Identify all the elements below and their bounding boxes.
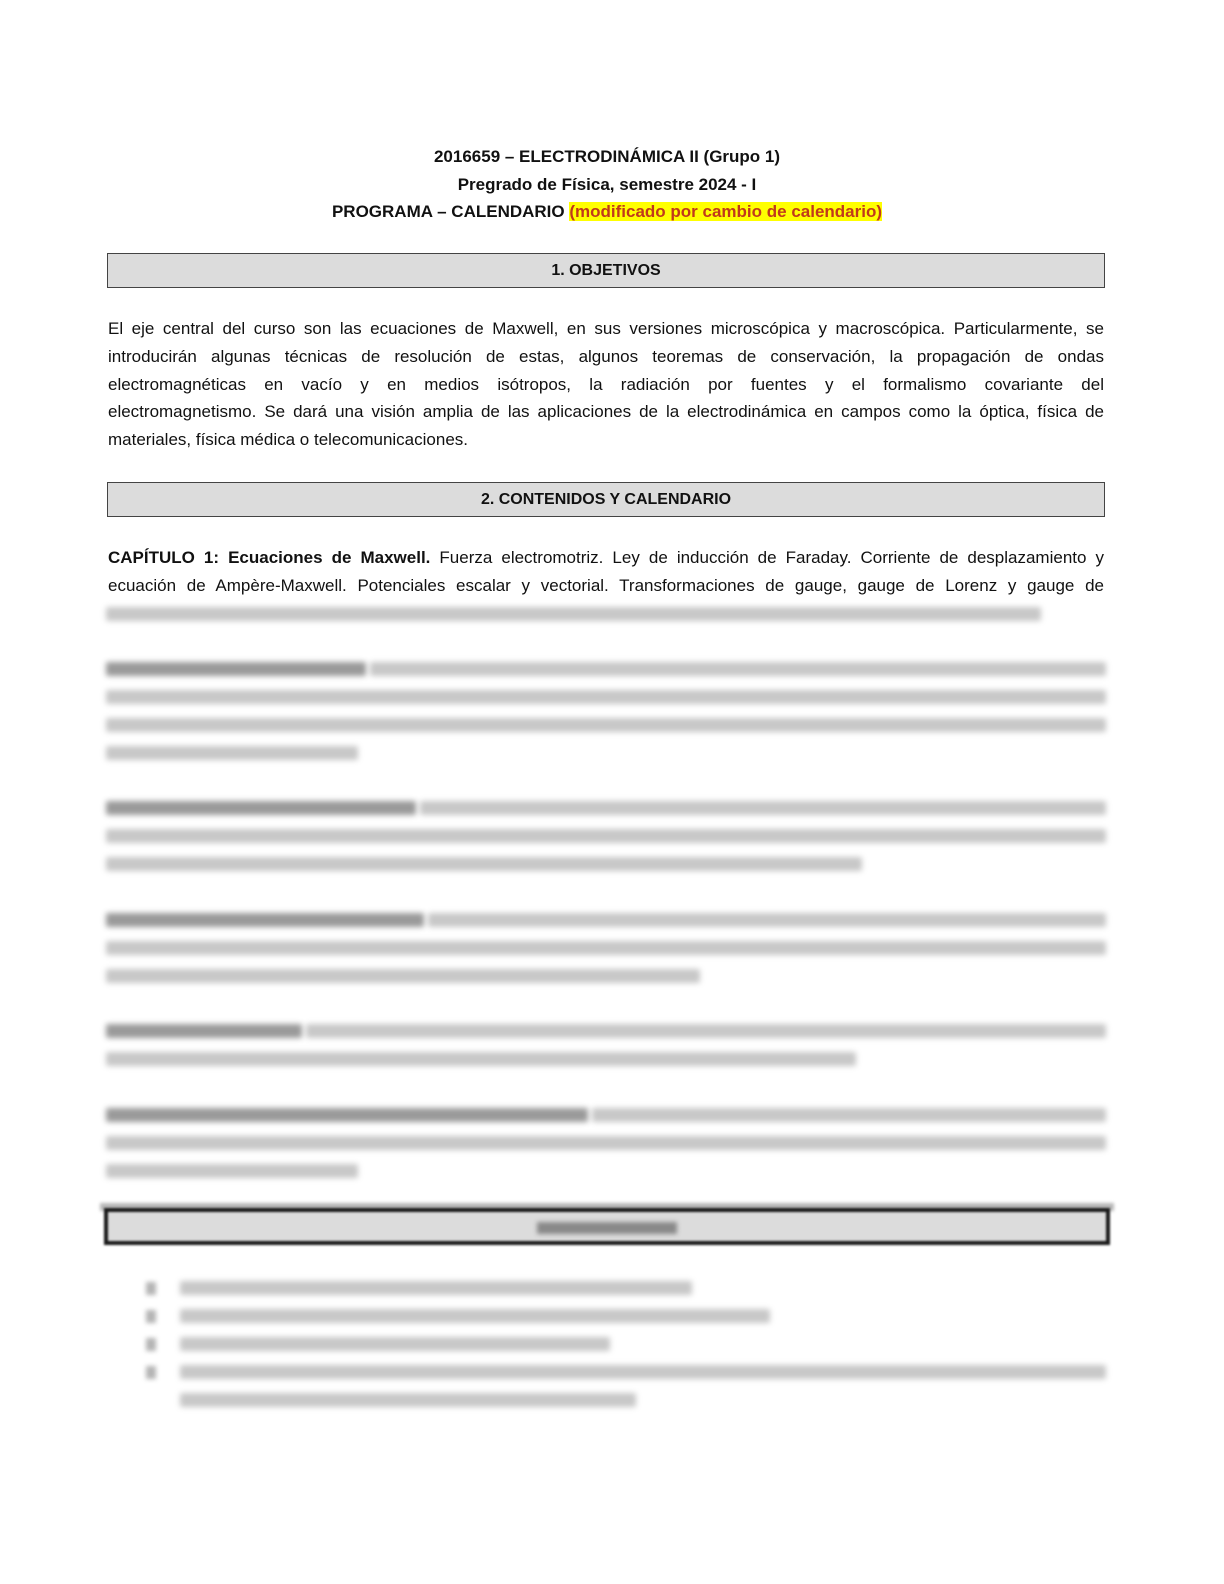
blurred-text-line (106, 718, 1106, 732)
paragraph-line: introducirán algunas técnicas de resolución de estas, algunos teoremas de conservación, la propagación de ondas (108, 346, 1104, 366)
blurred-text-line (106, 857, 862, 871)
paragraph-line: El eje central del curso son las ecuaciones de Maxwell, en sus versiones microscópica y macroscópica. Particularmente, se (108, 319, 1104, 338)
blurred-text-line (180, 1337, 610, 1351)
chapter-1-line-2: ecuación de Ampère-Maxwell. Potenciales escalar y vectorial. Transformaciones de gauge, gauge de Lorenz y gauge de (108, 575, 1104, 595)
blurred-text-line (106, 941, 1106, 955)
chapter-1-paragraph (108, 544, 1104, 600)
blurred-list-number (146, 1310, 156, 1323)
blurred-text-line (420, 801, 1106, 815)
course-title: 2016659 – ELECTRODINÁMICA II (Grupo 1) (433, 147, 781, 166)
section-header-contenidos (107, 482, 1105, 517)
objetivos-paragraph (108, 315, 1104, 454)
blurred-text-line (592, 1108, 1106, 1122)
blurred-text-line (106, 746, 358, 760)
blurred-text-line (106, 913, 424, 927)
blurred-text-line (106, 1164, 358, 1178)
program-subtitle: Pregrado de Física, semestre 2024 - I (457, 174, 757, 194)
blurred-list-number (146, 1338, 156, 1351)
blurred-text-line (106, 1052, 856, 1066)
paragraph-line: electromagnéticas en vacío y en medios isótropos, la radiación por fuentes y el formalismo covariante del (108, 374, 1104, 394)
blurred-text-line (106, 662, 366, 676)
blurred-text-line (106, 690, 1106, 704)
section-title: 2. CONTENIDOS Y CALENDARIO (480, 490, 732, 508)
section-title: 1. OBJETIVOS (551, 261, 661, 279)
blurred-text-line (428, 913, 1106, 927)
blurred-text-line (106, 607, 1041, 621)
blurred-text-line (180, 1393, 636, 1407)
chapter-1-text: Fuerza electromotriz. Ley de inducción de Faraday. Corriente de desplazamiento y (430, 548, 1104, 567)
blurred-text-line (106, 969, 700, 983)
document-title-block (108, 143, 1106, 226)
paragraph-line: materiales, física médica o telecomunicaciones. (108, 430, 468, 450)
blurred-text-line (370, 662, 1106, 676)
document-type: PROGRAMA – CALENDARIO (331, 202, 565, 221)
blurred-list-number (146, 1366, 156, 1379)
blurred-text-line (106, 801, 416, 815)
blurred-header-text (537, 1222, 677, 1234)
blurred-text-line (106, 1136, 1106, 1150)
blurred-text-line (306, 1024, 1106, 1038)
chapter-1-line-1 (108, 544, 1104, 572)
blurred-text-line (180, 1309, 770, 1323)
chapter-1-label: CAPÍTULO 1: Ecuaciones de Maxwell. (108, 548, 431, 567)
blurred-list-number (146, 1282, 156, 1295)
section-header-objetivos (107, 253, 1105, 288)
paragraph-line: electromagnetismo. Se dará una visión amplia de las aplicaciones de la electrodinámica en campos como la óptica, física de (108, 402, 1104, 422)
blurred-text-line (180, 1281, 692, 1295)
blurred-text-line (180, 1365, 1106, 1379)
blurred-text-line (106, 1024, 302, 1038)
modified-note-highlight: (modificado por cambio de calendario) (569, 202, 883, 221)
document-type-line (108, 198, 1106, 226)
blurred-text-line (106, 829, 1106, 843)
blurred-text-line (106, 1108, 588, 1122)
